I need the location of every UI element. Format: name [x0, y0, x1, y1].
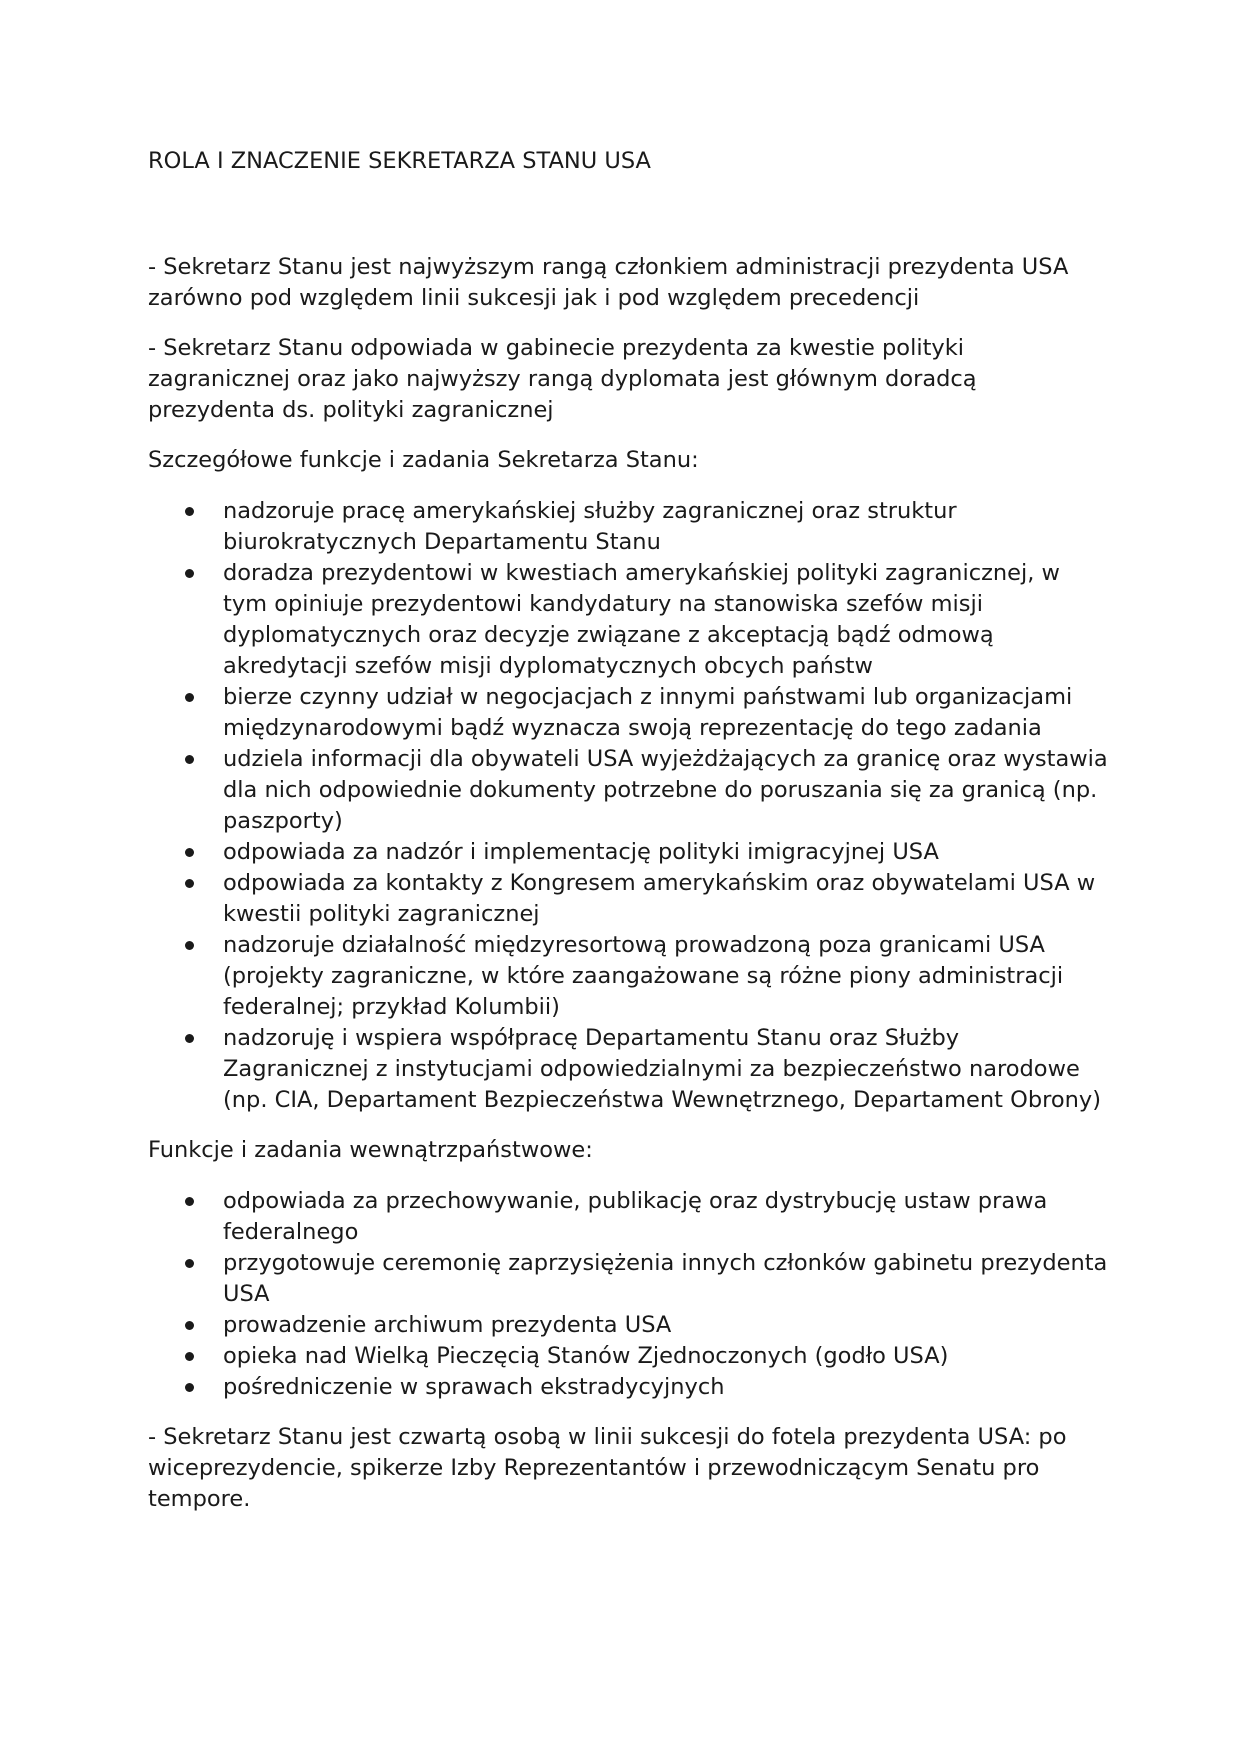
intro-paragraph-2: - Sekretarz Stanu odpowiada w gabinecie prezydenta za kwestie polityki zagranicznej oraz jako najwyższy rangą dyplomata jest głównym doradcą prezydenta ds. polityki zagranicznej	[148, 335, 977, 423]
list-item-text: odpowiada za nadzór i implementację polityki imigracyjnej USA	[223, 839, 939, 865]
list-item-text: odpowiada za kontakty z Kongresem amerykańskim oraz obywatelami USA w kwestii polityki zagranicznej	[223, 870, 1096, 927]
document-title: ROLA I ZNACZENIE SEKRETARZA STANU USA	[148, 148, 651, 174]
list-item-text: doradza prezydentowi w kwestiach amerykańskiej polityki zagranicznej, w tym opiniuje prezydentowi kandydatury na stanowiska szefów misji dyplomatycznych oraz decyzje związane z akceptacją bądź odmową akredytacji szefów misji dyplomatycznych obcych państw	[223, 560, 1060, 679]
list-item-text: pośredniczenie w sprawach ekstradycyjnych	[223, 1374, 725, 1400]
list-item	[223, 558, 1108, 682]
list-item-text: bierze czynny udział w negocjacjach z innymi państwami lub organizacjami międzynarodowymi bądź wyznacza swoją reprezentację do tego zadania	[223, 684, 1073, 741]
list-item	[223, 1248, 1108, 1310]
intro-paragraph-1: - Sekretarz Stanu jest najwyższym rangą członkiem administracji prezydenta USA zarówno pod względem linii sukcesji jak i pod względem precedencji	[148, 254, 1069, 311]
bullet-icon	[185, 1352, 194, 1361]
section-heading-domestic-functions: Funkcje i zadania wewnątrzpaństwowe:	[148, 1137, 593, 1163]
closing-paragraph: - Sekretarz Stanu jest czwartą osobą w linii sukcesji do fotela prezydenta USA: po wiceprezydencie, spikerze Izby Reprezentantów i przewodniczącym Senatu pro tempore.	[148, 1424, 1067, 1512]
list-item	[223, 496, 1108, 558]
list-item	[223, 682, 1108, 744]
list-item	[223, 837, 1108, 868]
list-item-text: nadzoruje działalność międzyresortową prowadzoną poza granicami USA (projekty zagraniczne, w które zaangażowane są różne piony administracji federalnej; przykład Kolumbii)	[223, 932, 1064, 1020]
bullet-icon	[185, 693, 194, 702]
section-heading-detailed-functions: Szczegółowe funkcje i zadania Sekretarza Stanu:	[148, 447, 699, 473]
list-item-text: nadzoruję i wspiera współpracę Departamentu Stanu oraz Służby Zagranicznej z instytucjami odpowiedzialnymi za bezpieczeństwo narodowe (np. CIA, Departament Bezpieczeństwa Wewnętrznego, Departament Obrony)	[223, 1025, 1101, 1113]
list-item-text: nadzoruje pracę amerykańskiej służby zagranicznej oraz struktur biurokratycznych Departamentu Stanu	[223, 498, 957, 555]
list-item-text: odpowiada za przechowywanie, publikację oraz dystrybucję ustaw prawa federalnego	[223, 1188, 1048, 1245]
bullet-icon	[185, 755, 194, 764]
bullet-icon	[185, 1383, 194, 1392]
list-item	[223, 1186, 1108, 1248]
bullet-icon	[185, 1259, 194, 1268]
bullet-icon	[185, 569, 194, 578]
list-item	[223, 1310, 1108, 1341]
list-item	[223, 1372, 1108, 1403]
domestic-functions-list	[148, 1186, 1108, 1403]
list-item-text: udziela informacji dla obywateli USA wyjeżdżających za granicę oraz wystawia dla nich odpowiednie dokumenty potrzebne do poruszania się za granicą (np. paszporty)	[223, 746, 1108, 834]
bullet-icon	[185, 1197, 194, 1206]
list-item-text: prowadzenie archiwum prezydenta USA	[223, 1312, 672, 1338]
list-item	[223, 868, 1108, 930]
list-item	[223, 930, 1108, 1023]
list-item	[223, 744, 1108, 837]
bullet-icon	[185, 1034, 194, 1043]
list-item-text: przygotowuje ceremonię zaprzysiężenia innych członków gabinetu prezydenta USA	[223, 1250, 1108, 1307]
bullet-icon	[185, 1321, 194, 1330]
list-item	[223, 1341, 1108, 1372]
document-page	[148, 146, 1108, 1534]
bullet-icon	[185, 879, 194, 888]
bullet-icon	[185, 941, 194, 950]
detailed-functions-list	[148, 496, 1108, 1116]
bullet-icon	[185, 848, 194, 857]
list-item-text: opieka nad Wielką Pieczęcią Stanów Zjednoczonych (godło USA)	[223, 1343, 949, 1369]
list-item	[223, 1023, 1108, 1116]
bullet-icon	[185, 507, 194, 516]
